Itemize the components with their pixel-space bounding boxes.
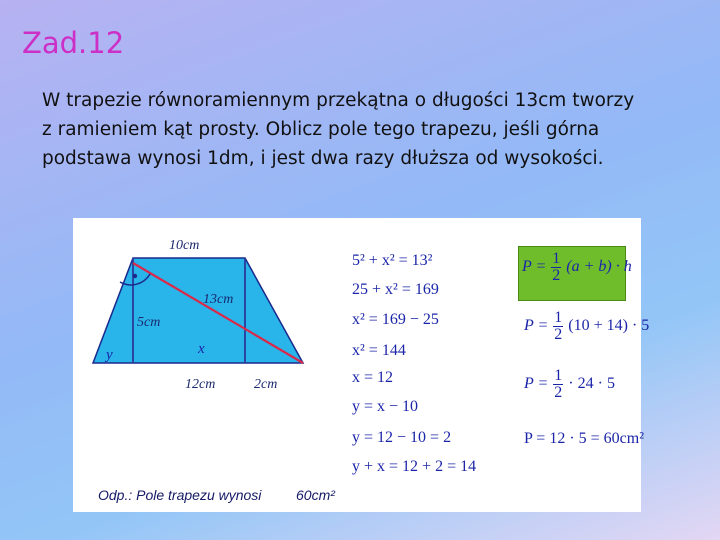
step1-rest: (10 + 14) · 5	[568, 317, 650, 335]
fraction-numerator: 1	[554, 367, 563, 384]
slide-title: Zad.12	[22, 26, 125, 60]
step2-prefix: P =	[524, 375, 549, 393]
area-result: P = 12 · 5 = 60cm²	[524, 430, 645, 447]
fraction-numerator: 1	[554, 309, 563, 326]
equation-7: y = 12 − 10 = 2	[352, 429, 452, 446]
solution-panel	[73, 218, 650, 512]
equation-3: x² = 169 − 25	[352, 311, 439, 328]
formula-fraction	[551, 251, 561, 284]
bottom-right-label: 2cm	[254, 377, 278, 392]
task-line: z ramieniem kąt prosty. Oblicz pole tego trapezu, jeśli górna	[42, 119, 600, 140]
step1-prefix: P =	[524, 317, 549, 335]
formula-prefix: P =	[522, 258, 547, 276]
area-step-2	[524, 368, 615, 401]
area-formula	[522, 251, 632, 284]
fraction-denominator: 2	[554, 326, 563, 343]
step2-rest: · 24 · 5	[568, 375, 615, 393]
area-step-1	[524, 310, 649, 343]
fraction-numerator: 1	[552, 250, 561, 267]
answer-text: Odp.: Pole trapezu wynosi	[98, 487, 262, 503]
equation-6: y = x − 10	[352, 398, 419, 415]
task-text	[42, 86, 692, 173]
y-label: y	[106, 347, 113, 363]
step2-fraction	[553, 368, 563, 401]
equation-8: y + x = 12 + 2 = 14	[352, 458, 477, 475]
fraction-denominator: 2	[554, 384, 563, 401]
task-line: W trapezie równoramiennym przekątna o długości 13cm tworzy	[42, 90, 635, 111]
right-angle-dot	[133, 274, 137, 278]
fraction-denominator: 2	[552, 267, 561, 284]
equation-4: x² = 144	[352, 342, 406, 359]
equation-2: 25 + x² = 169	[352, 281, 439, 298]
step1-fraction	[553, 310, 563, 343]
answer-value: 60cm²	[296, 487, 335, 503]
equation-5: x = 12	[352, 369, 394, 386]
height-label: 5cm	[137, 315, 161, 330]
equation-1: 5² + x² = 13²	[352, 252, 433, 269]
diagonal-label: 13cm	[203, 292, 234, 307]
top-base-label: 10cm	[169, 238, 200, 253]
formula-rest: (a + b) · h	[566, 258, 632, 276]
x-label: x	[198, 341, 205, 357]
task-line: podstawa wynosi 1dm, i jest dwa razy dłuższa od wysokości.	[42, 148, 604, 169]
bottom-mid-label: 12cm	[185, 377, 216, 392]
